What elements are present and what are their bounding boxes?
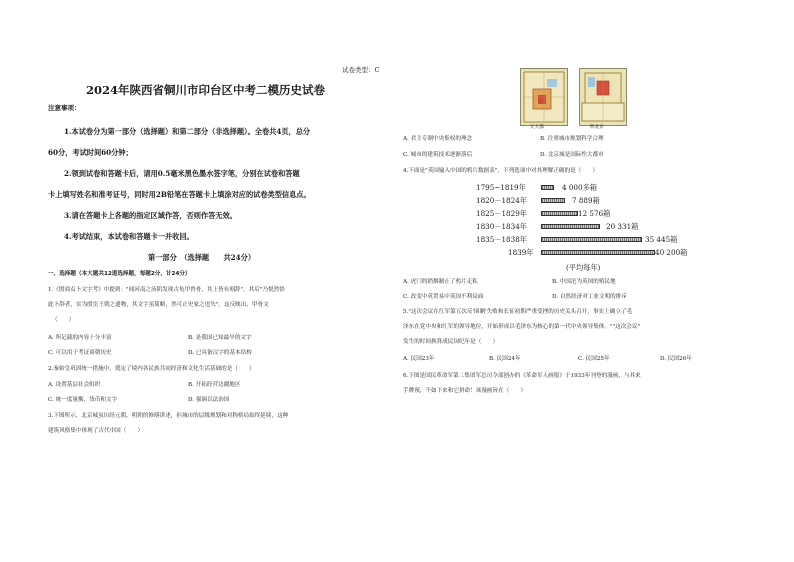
notes-heading: 注意事项： — [48, 104, 81, 112]
opium-period: 1795~1819年 — [476, 183, 526, 192]
q3-option-c: C. 城市的建筑技术逐渐落后 — [403, 152, 473, 158]
section-title: 第一部分 （选择题 共24分） — [148, 253, 256, 262]
q3-stem: 3.下图所示，北京城虽历经元朝、明朝的修缮讲述，但城市的层级规划和对称格局始终延续，这种 — [48, 413, 289, 419]
q4-option-a: A. 虎门的销烟制止了鸦片走私 — [403, 279, 478, 285]
q4-option-c: C. 改变中英贸易中英国不利局面 — [403, 294, 484, 300]
q5-stem: 5."这次会议在红军第五次反'围剿'失败和长征初期严重受挫的历史关头召开，事实上确立了毛 — [403, 309, 633, 315]
opium-value: 7 889箱 — [572, 196, 600, 205]
q1-option-c: C. 可以用于考证商朝历史 — [48, 350, 112, 356]
q1-stem: （ ） — [52, 317, 75, 323]
opium-period: 1830－1834年 — [476, 222, 527, 231]
note-line: 1.本试卷分为第一部分（选择题）和第二部分（非选择题）。全卷共4页，总分 — [64, 127, 311, 136]
q2-option-c: C. 统一度量衡、货币和文字 — [48, 397, 118, 403]
q5-stem: 泽东在党中央和红军的领导地位，开始形成以毛泽东为核心的第一代中央领导集体。""这次会议" — [403, 324, 641, 330]
q1-option-d: D. 已具备汉字的基本结构 — [188, 350, 252, 356]
opium-bar — [541, 185, 554, 190]
opium-bar — [541, 211, 578, 216]
q2-option-b: B. 开拓经营边疆地区 — [188, 382, 241, 388]
q2-option-d: D. 强调以法治国 — [188, 397, 230, 403]
opium-value: 20 331箱 — [606, 222, 639, 231]
q6-stem: 手牌预，不如下来和它拼命！该漫画旨在（ ） — [403, 388, 527, 394]
map-caption: 明北京 — [590, 125, 604, 130]
q2-option-a: A. 设置基层社会组织 — [48, 382, 101, 388]
q3-stem: 建筑风格集中体现了古代中国（ ） — [48, 428, 144, 434]
q5-stem: 发生的时间换算成民国纪年是（ ） — [403, 339, 499, 345]
paper-type-label: 试卷类型：C — [342, 66, 380, 74]
section-instructions: 一、选择题（本大题共12道选择题，每题2分，计24分） — [48, 271, 191, 277]
q5-option-a: A. 民国23年 — [403, 356, 435, 362]
q5-option-b: B. 民国24年 — [489, 356, 521, 362]
q1-stem: 1.《殷商贞卜文字考》中提到："闻河南之汤阴发现古龟甲兽骨，其上皆有刻辞"。其后"乃悦然悟 — [48, 287, 285, 293]
note-line: 60分，考试时间60分钟； — [48, 148, 133, 157]
q3-option-b: B. 注重城市规划科学合理 — [540, 136, 604, 142]
opium-value: 4 000多箱 — [562, 183, 597, 192]
opium-value: 35 445箱 — [645, 235, 678, 244]
q5-option-c: C. 民国25年 — [578, 356, 610, 362]
q3-option-d: D. 北京城是国际性大都市 — [540, 152, 604, 158]
note-line: 2.领到试卷和答题卡后，请用0.5毫米黑色墨水签字笔，分别在试卷和答题 — [64, 169, 300, 178]
q2-stem: 2.秦始皇巩固统一措施中，奠定了境内各民族共同经济和文化生活基础的是（ ） — [48, 366, 255, 372]
opium-period: 1839年 — [508, 248, 534, 257]
opium-period: 1820－1824年 — [476, 196, 527, 205]
q5-option-d: D. 民国26年 — [660, 356, 692, 362]
opium-value: 40 200箱 — [655, 248, 688, 257]
opium-period: 1835－1838年 — [476, 235, 527, 244]
note-line: 4.考试结束，本试卷和答题卡一并收回。 — [64, 232, 194, 241]
opium-bar — [541, 224, 600, 229]
q3-option-a: A. 君主专制中央集权的理念 — [403, 136, 473, 142]
q1-option-a: A. 所记载的内容十分丰富 — [48, 335, 112, 341]
q4-option-b: B. 中国沦为英国的殖民地 — [552, 279, 616, 285]
q4-option-d: D. 自然经济对工业文明的排斥 — [552, 294, 627, 300]
map-caption: 元大都 — [530, 125, 544, 130]
opium-bar — [541, 237, 642, 242]
opium-bar — [541, 198, 565, 203]
yuan-dadu-map — [520, 68, 568, 126]
opium-bar — [541, 250, 655, 255]
opium-value: 12 576箱 — [578, 209, 611, 218]
q6-stem: 6.下图是国民革命军第二集团军总司令部创办的《革命军人画报》于1933年刊登的漫画，与其来 — [403, 373, 641, 379]
note-line: 3.请在答题卡上各题的指定区域作答，否则作答无效。 — [64, 211, 237, 220]
q1-stem: 此卜辞者，实为殷室王朝之遗物，其文字虽简略，然可正史家之违失"。这反映出，甲骨文 — [48, 302, 269, 308]
note-line: 卡上填写姓名和准考证号，同时用2B铅笔在答题卡上填涂对应的试卷类型信息点。 — [48, 190, 311, 199]
ming-beijing-map — [579, 68, 627, 126]
opium-period: 1825－1829年 — [476, 209, 527, 218]
q4-stem: 4.下面是"英国输入中国的鸦片数据表"，下列选项中对其理解正确的是（ ） — [403, 168, 599, 174]
q1-option-b: B. 是我国已知最早的文字 — [188, 335, 252, 341]
table-footer: (平均每年) — [566, 263, 601, 272]
page-title: 2024年陕西省铜川市印台区中考二模历史试卷 — [86, 83, 326, 97]
